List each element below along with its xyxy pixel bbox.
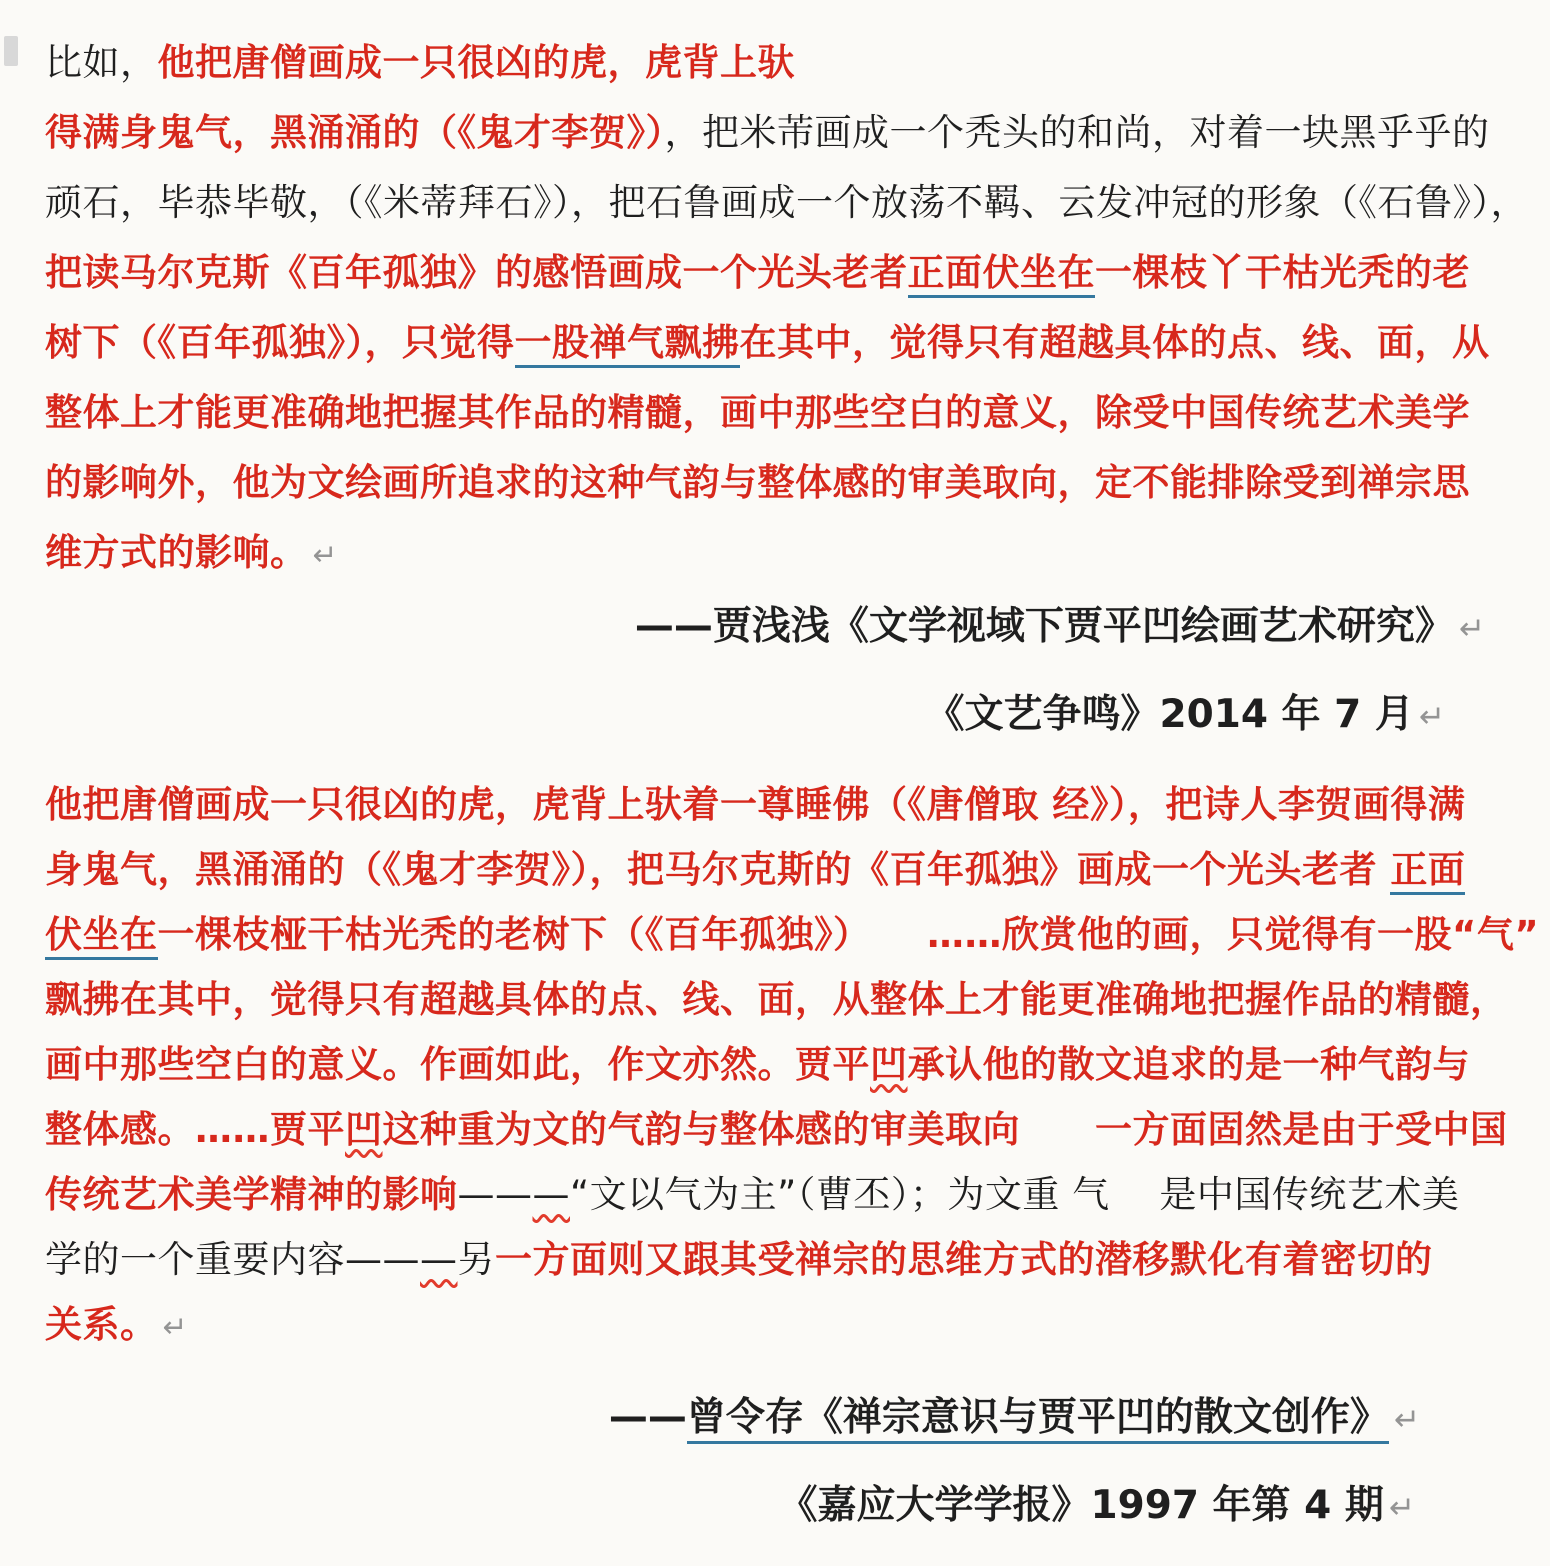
underlined-text-segment: 正面 [1390,848,1465,895]
attribution-source-1 [45,594,1505,660]
document-page [0,28,1550,1566]
paragraph-return-mark: ↵ [312,538,338,572]
text-segment: 学的一个重要内容—— [45,1238,420,1281]
text-line [45,448,1505,518]
text-line [45,837,1505,902]
text-segment: 身鬼气，黑涌涌的（《鬼才李贺》），把马尔克斯的《百年孤独》画成一个光头老者 [45,848,1391,891]
text-segment: ，把米芾画成一个秃头的和尚，对着一块黑乎乎的 [664,111,1490,154]
text-segment: 关系。 [45,1303,158,1346]
text-line [45,1097,1508,1162]
text-segment: 的影响外，他为文绘画所追求的这种气韵与整体感的审美取向，定不能排除受到禅宗思 [45,461,1470,504]
text-line [45,28,1505,98]
squiggle-text-segment: 凹 [870,1043,908,1086]
text-segment: 另 [457,1238,495,1281]
text-line [45,308,1505,378]
text-line [45,1227,1505,1292]
text-segment: 飘拂在其中，觉得只有超越具体的点、线、面，从整体上才能更准确地把握作品的精髓， [45,978,1508,1021]
paragraph-return-mark: ↵ [1388,1490,1415,1526]
underlined-text-segment: 曾令存《禅宗意识与贾平凹的散文创作》 [687,1395,1389,1444]
underlined-text-segment: 正面伏坐在 [908,251,1096,298]
paragraph-return-mark: ↵ [1418,699,1445,735]
squiggle-text-segment: 凹 [345,1108,383,1151]
text-segment: 《文艺争鸣》2014 年 7 月 [925,692,1414,737]
quote-paragraph-2 [45,772,1540,1357]
text-segment: 传统艺术美学精神的影响 [45,1173,458,1216]
text-segment: 顽石，毕恭毕敬，（《米蒂拜石》），把石鲁画成一个放荡不羁、云发冲冠的形象（《石鲁》）， [45,181,1528,224]
text-segment: 《嘉应大学学报》1997 年第 4 期 [778,1483,1384,1528]
paragraph-return-mark: ↵ [1458,611,1485,647]
text-segment: 比如， [45,41,158,84]
text-segment: 树下（《百年孤独》），只觉得 [45,321,515,364]
attribution-journal-2 [45,1473,1505,1539]
underlined-text-segment: 伏坐在 [45,913,158,960]
text-segment: “文以气为主”（曹丕）；为文重 气 是中国传统艺术美 [570,1173,1460,1216]
text-segment: 维方式的影响。 [45,531,308,574]
text-segment: —— [457,1173,533,1216]
text-segment: 他把唐僧画成一只很凶的虎，虎背上驮着一尊睡佛（《唐僧取 经》），把诗人李贺画得满 [45,783,1466,826]
quote-paragraph-1 [45,28,1528,588]
text-segment: 承认他的散文追求的是一种气韵与 [907,1043,1470,1086]
paragraph-return-mark: ↵ [162,1310,188,1344]
attribution-journal-1 [45,682,1505,748]
squiggle-text-segment: — [532,1173,570,1216]
text-line [45,1162,1505,1227]
text-segment: 整体上才能更准确地把握其作品的精髓，画中那些空白的意义，除受中国传统艺术美学 [45,391,1470,434]
text-segment: 这种重为文的气韵与整体感的审美取向 一方面固然是由于受中国 [382,1108,1508,1151]
text-line [45,378,1505,448]
text-line [45,238,1505,308]
text-segment: 得满身鬼气，黑涌涌的（《鬼才李贺》） [45,111,665,154]
text-line [45,518,1505,588]
squiggle-text-segment: — [420,1238,458,1281]
text-line [45,772,1505,837]
text-segment: 一方面则又跟其受禅宗的思维方式的潜移默化有着密切的 [495,1238,1433,1281]
text-line [45,1292,1505,1357]
text-segment: 把读马尔克斯《百年孤独》的感悟画成一个光头老者 [45,251,908,294]
text-line [45,98,1505,168]
paragraph-return-mark: ↵ [1393,1402,1420,1438]
text-segment: 画中那些空白的意义。作画如此，作文亦然。贾平 [45,1043,870,1086]
text-line [45,1032,1505,1097]
text-segment: 一棵枝桠干枯光秃的老树下（《百年孤独》） ……欣赏他的画，只觉得有一股“气” [157,913,1540,956]
text-line [45,902,1540,967]
attribution-source-2 [45,1385,1505,1451]
text-segment: —— [608,1395,687,1440]
text-segment: 一棵枝丫干枯光秃的老 [1095,251,1470,294]
text-segment: 他把唐僧画成一只很凶的虎，虎背上驮 [157,41,795,84]
text-line [45,967,1508,1032]
text-segment: 在其中，觉得只有超越具体的点、线、面，从 [739,321,1490,364]
text-line [45,168,1528,238]
scan-artifact [4,36,18,66]
text-segment: ——贾浅浅《文学视域下贾平凹绘画艺术研究》 [634,604,1454,649]
text-segment: 整体感。……贾平 [45,1108,345,1151]
underlined-text-segment: 一股禅气飘拂 [515,321,740,368]
